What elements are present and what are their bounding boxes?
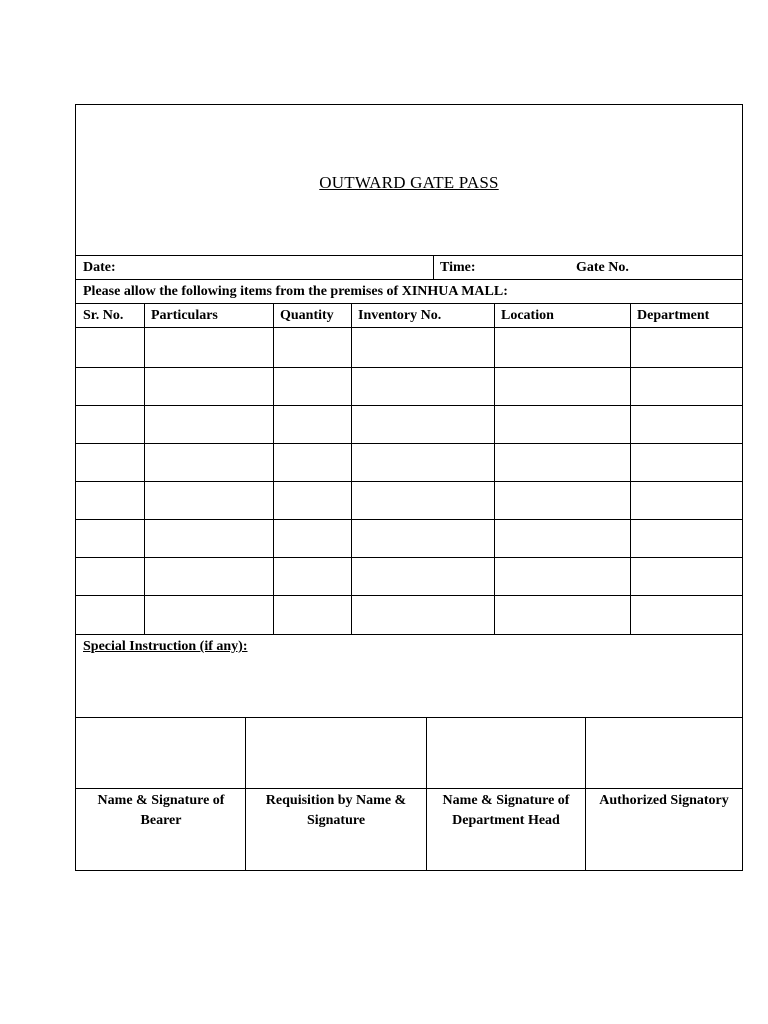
divider-signature-space (76, 788, 742, 789)
divider-header (76, 327, 742, 328)
col-header-sr-no: Sr. No. (83, 308, 124, 323)
col-divider (144, 303, 145, 634)
col-divider (273, 303, 274, 634)
sig-divider (585, 717, 586, 870)
col-divider (351, 303, 352, 634)
divider-instruction (76, 717, 742, 718)
sig-divider (426, 717, 427, 870)
special-instruction-label: Special Instruction (if any): (83, 639, 248, 654)
bearer-signature-label: Name & Signature of Bearer (97, 793, 225, 828)
gate-no-label: Gate No. (576, 260, 629, 275)
divider-date (76, 279, 742, 280)
divider-row (76, 443, 742, 444)
divider-allow (76, 303, 742, 304)
time-label: Time: (440, 260, 476, 275)
col-divider (630, 303, 631, 634)
date-label: Date: (83, 260, 116, 275)
divider-row (76, 519, 742, 520)
sig-divider (245, 717, 246, 870)
col-header-quantity: Quantity (280, 308, 334, 323)
divider-row (76, 557, 742, 558)
divider-row (76, 595, 742, 596)
allow-text: Please allow the following items from the premises of XINHUA MALL: (83, 284, 508, 299)
authorized-signatory-label: Authorized Signatory (599, 793, 729, 808)
col-divider (494, 303, 495, 634)
department-head-signature-label: Name & Signature of Department Head (442, 793, 570, 828)
requisition-signature-label: Requisition by Name & Signature (265, 793, 407, 828)
divider-row (76, 367, 742, 368)
divider-row (76, 405, 742, 406)
col-header-location: Location (501, 308, 554, 323)
col-header-department: Department (637, 308, 710, 323)
divider-title (76, 255, 742, 256)
page-title: OUTWARD GATE PASS (319, 173, 499, 192)
divider-date-time (433, 255, 434, 279)
gate-pass-form (75, 104, 743, 871)
divider-table-end (76, 634, 742, 635)
divider-row (76, 481, 742, 482)
col-header-inventory-no: Inventory No. (358, 308, 442, 323)
col-header-particulars: Particulars (151, 308, 218, 323)
